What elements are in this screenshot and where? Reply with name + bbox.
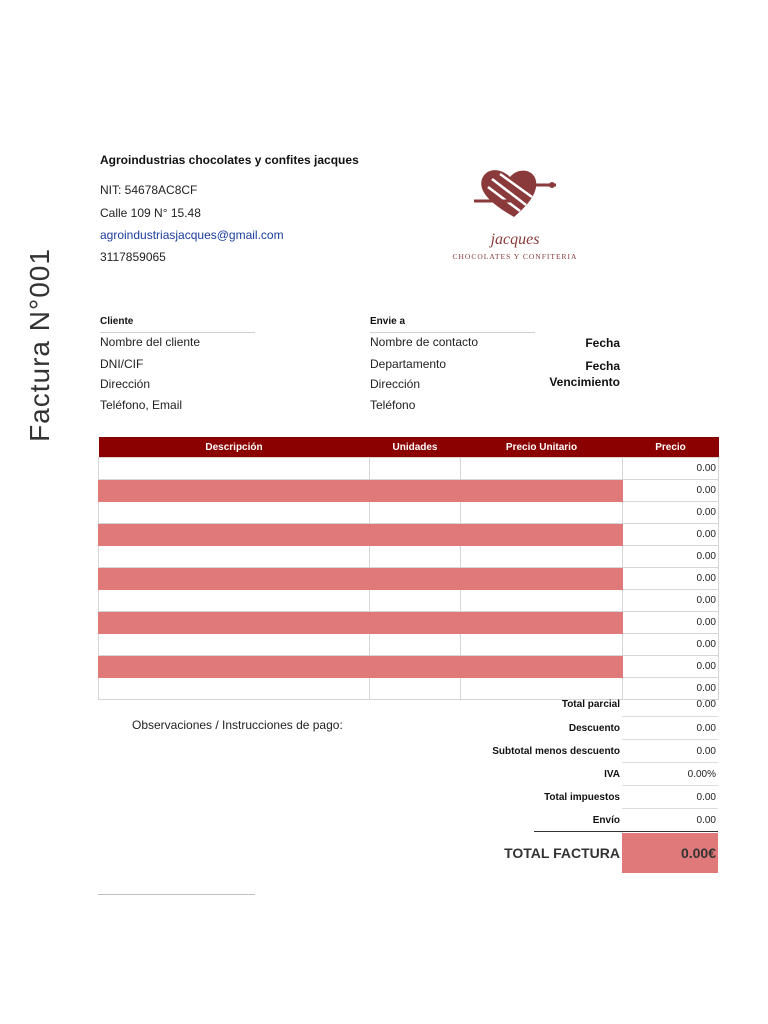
units-cell[interactable]	[370, 502, 461, 524]
summary-divider	[622, 762, 718, 763]
table-row	[99, 612, 719, 634]
unit-price-cell[interactable]	[461, 568, 623, 590]
description-cell[interactable]	[99, 524, 370, 546]
description-cell[interactable]	[99, 678, 370, 700]
summary-shipping-value[interactable]: 0.00	[696, 815, 716, 826]
client-divider	[100, 332, 255, 333]
table-row	[99, 634, 719, 656]
company-phone: 3117859065	[100, 250, 166, 264]
invoice-title: Factura N°001	[24, 248, 55, 442]
unit-price-cell[interactable]	[461, 656, 623, 678]
description-cell[interactable]	[99, 502, 370, 524]
column-header-price: Precio	[623, 437, 719, 458]
unit-price-cell[interactable]	[461, 590, 623, 612]
summary-divider	[622, 739, 718, 740]
summary-divider	[622, 808, 718, 809]
ship-to-divider	[370, 332, 535, 333]
summary-divider	[622, 716, 718, 717]
table-row	[99, 590, 719, 612]
table-row	[99, 568, 719, 590]
units-cell[interactable]	[370, 612, 461, 634]
description-cell[interactable]	[99, 612, 370, 634]
description-cell[interactable]	[99, 546, 370, 568]
table-row	[99, 656, 719, 678]
price-cell: 0.00	[623, 458, 719, 480]
summary-taxes-label: Total impuestos	[544, 792, 620, 803]
price-cell: 0.00	[623, 612, 719, 634]
summary-divider	[622, 785, 718, 786]
units-cell[interactable]	[370, 458, 461, 480]
client-name-field[interactable]: Nombre del cliente	[100, 335, 201, 349]
observations-label: Observaciones / Instrucciones de pago:	[132, 718, 343, 732]
price-cell: 0.00	[623, 634, 719, 656]
summary-discount-value[interactable]: 0.00	[696, 723, 716, 734]
client-address-field[interactable]: Dirección	[100, 377, 151, 391]
units-cell[interactable]	[370, 656, 461, 678]
summary-subtotal-value: 0.00	[696, 699, 716, 710]
ship-department-field[interactable]: Departamento	[370, 357, 447, 371]
price-cell: 0.00	[623, 656, 719, 678]
column-header-unit-price: Precio Unitario	[461, 437, 623, 458]
unit-price-cell[interactable]	[461, 678, 623, 700]
price-cell: 0.00	[623, 480, 719, 502]
price-cell: 0.00	[623, 568, 719, 590]
description-cell[interactable]	[99, 656, 370, 678]
client-contact-field[interactable]: Teléfono, Email	[100, 398, 183, 412]
price-cell: 0.00	[623, 546, 719, 568]
logo-subtitle: CHOCOLATES Y CONFITERIA	[452, 252, 578, 261]
logo-name: jacques	[490, 231, 540, 248]
ship-address-field[interactable]: Dirección	[370, 377, 421, 391]
description-cell[interactable]	[99, 458, 370, 480]
column-header-description: Descripción	[99, 437, 370, 458]
company-nit: NIT: 54678AC8CF	[100, 183, 198, 197]
unit-price-cell[interactable]	[461, 502, 623, 524]
summary-shipping-label: Envío	[592, 815, 620, 826]
date-label: Fecha	[585, 336, 620, 350]
unit-price-cell[interactable]	[461, 480, 623, 502]
summary-subtotal-label: Total parcial	[561, 699, 620, 710]
table-row	[99, 480, 719, 502]
price-cell: 0.00	[623, 590, 719, 612]
unit-price-cell[interactable]	[461, 546, 623, 568]
chocolate-heart-logo-icon	[470, 165, 560, 225]
due-date-label-line1: Fecha	[585, 359, 620, 373]
price-cell: 0.00	[623, 502, 719, 524]
units-cell[interactable]	[370, 480, 461, 502]
description-cell[interactable]	[99, 634, 370, 656]
units-cell[interactable]	[370, 546, 461, 568]
summary-discount-label: Descuento	[568, 723, 620, 734]
company-name: Agroindustrias chocolates y confites jacques	[100, 153, 359, 167]
column-header-units: Unidades	[370, 437, 461, 458]
summary-vat-value[interactable]: 0.00%	[687, 769, 716, 780]
client-heading: Cliente	[100, 316, 134, 327]
unit-price-cell[interactable]	[461, 524, 623, 546]
ship-phone-field[interactable]: Teléfono	[370, 398, 416, 412]
ship-contact-field[interactable]: Nombre de contacto	[370, 335, 479, 349]
description-cell[interactable]	[99, 480, 370, 502]
units-cell[interactable]	[370, 590, 461, 612]
unit-price-cell[interactable]	[461, 612, 623, 634]
company-email[interactable]: agroindustriasjacques@gmail.com	[100, 228, 284, 242]
unit-price-cell[interactable]	[461, 634, 623, 656]
unit-price-cell[interactable]	[461, 458, 623, 480]
summary-net-label: Subtotal menos descuento	[492, 746, 620, 757]
total-divider	[534, 831, 718, 832]
table-header-row	[99, 437, 719, 458]
signature-line	[98, 894, 255, 895]
price-cell: 0.00	[623, 524, 719, 546]
total-value: 0.00€	[680, 845, 716, 861]
units-cell[interactable]	[370, 568, 461, 590]
description-cell[interactable]	[99, 590, 370, 612]
due-date-label-line2: Vencimiento	[549, 375, 620, 389]
ship-to-heading: Envie a	[370, 316, 406, 327]
summary-taxes-value: 0.00	[696, 792, 716, 803]
units-cell[interactable]	[370, 634, 461, 656]
price-cell: 0.00	[623, 678, 719, 700]
table-row	[99, 546, 719, 568]
units-cell[interactable]	[370, 524, 461, 546]
units-cell[interactable]	[370, 678, 461, 700]
table-row	[99, 524, 719, 546]
table-row	[99, 678, 719, 700]
items-table	[98, 437, 719, 700]
table-row	[99, 502, 719, 524]
total-label: TOTAL FACTURA	[504, 845, 620, 861]
table-row	[99, 458, 719, 480]
summary-net-value: 0.00	[696, 746, 716, 757]
company-address: Calle 109 N° 15.48	[100, 206, 201, 220]
description-cell[interactable]	[99, 568, 370, 590]
summary-vat-label: IVA	[604, 769, 620, 780]
client-dni-field[interactable]: DNI/CIF	[100, 357, 144, 371]
